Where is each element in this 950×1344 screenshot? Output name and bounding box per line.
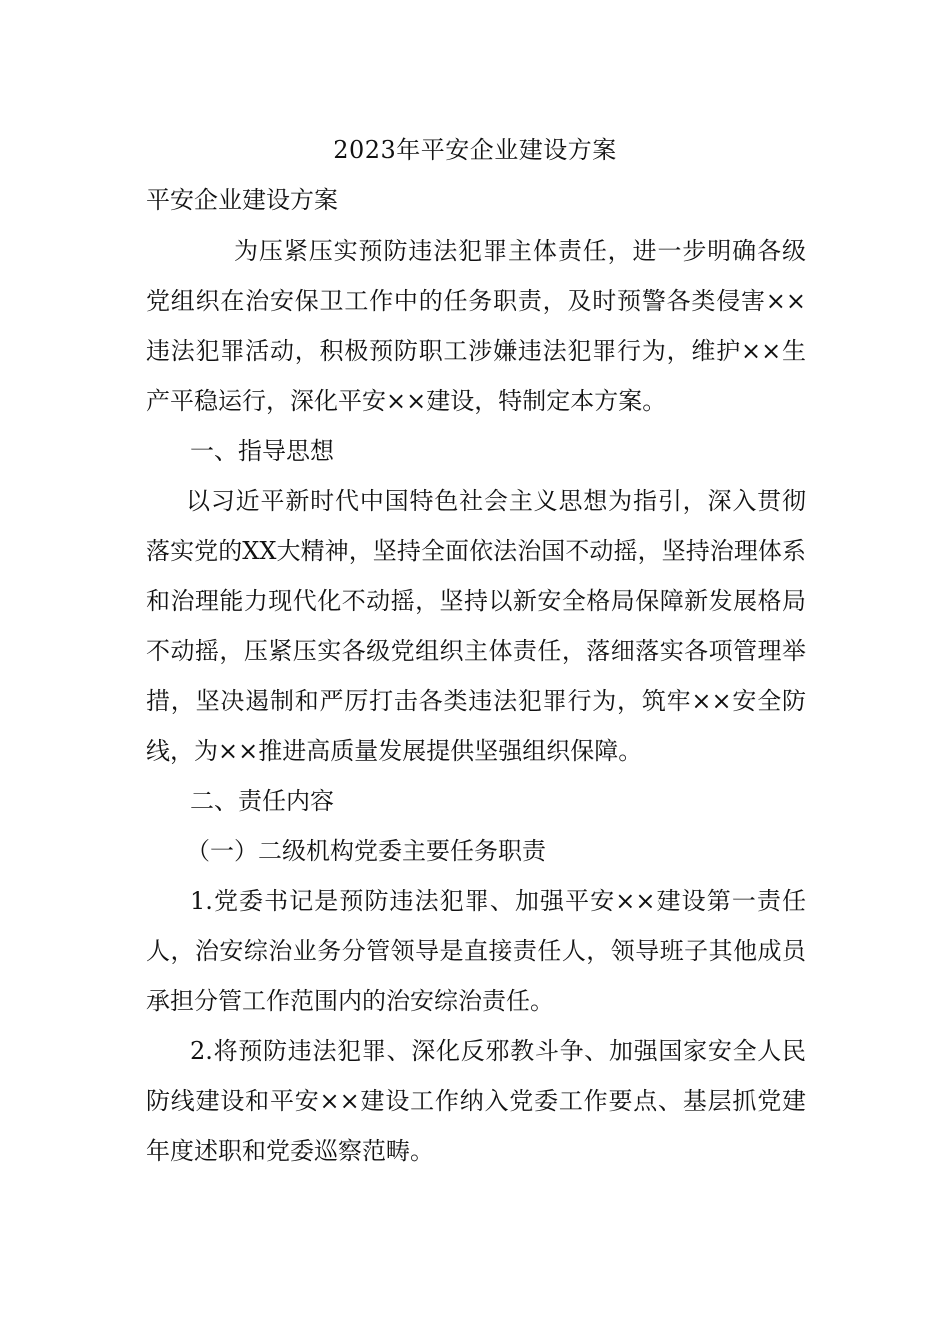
document-title: 2023年平安企业建设方案 bbox=[333, 136, 617, 164]
guiding-ideology-paragraph: 以习近平新时代中国特色社会主义思想为指引，深入贯彻落实党的XX大精神，坚持全面依法治国不动摇，坚持治理体系和治理能力现代化不动摇，坚持以新安全格局保障新发展格局不动摇，压紧压实各级党组织主体责任，落细落实各项管理举措，坚决遏制和严厉打击各类违法犯罪行为，筑牢××安全防线，为××推进高质量发展提供坚强组织保障。 bbox=[146, 487, 806, 765]
subsection-heading-party-committee: （一）二级机构党委主要任务职责 bbox=[186, 837, 546, 865]
list-item-1: 1.党委书记是预防违法犯罪、加强平安××建设第一责任人，治安综治业务分管领导是直接责任人，领导班子其他成员承担分管工作范围内的治安综治责任。 bbox=[146, 887, 806, 1015]
section-heading-guiding-ideology: 一、指导思想 bbox=[190, 437, 334, 465]
intro-paragraph: 为压紧压实预防违法犯罪主体责任，进一步明确各级党组织在治安保卫工作中的任务职责，及时预警各类侵害××违法犯罪活动，积极预防职工涉嫌违法犯罪行为，维护××生产平稳运行，深化平安××建设，特制定本方案。 bbox=[146, 237, 806, 415]
list-item-2: 2.将预防违法犯罪、深化反邪教斗争、加强国家安全人民防线建设和平安××建设工作纳入党委工作要点、基层抓党建年度述职和党委巡察范畴。 bbox=[146, 1037, 806, 1165]
document-body bbox=[146, 226, 806, 1176]
document-subtitle: 平安企业建设方案 bbox=[146, 186, 338, 214]
section-heading-responsibilities: 二、责任内容 bbox=[190, 787, 334, 815]
